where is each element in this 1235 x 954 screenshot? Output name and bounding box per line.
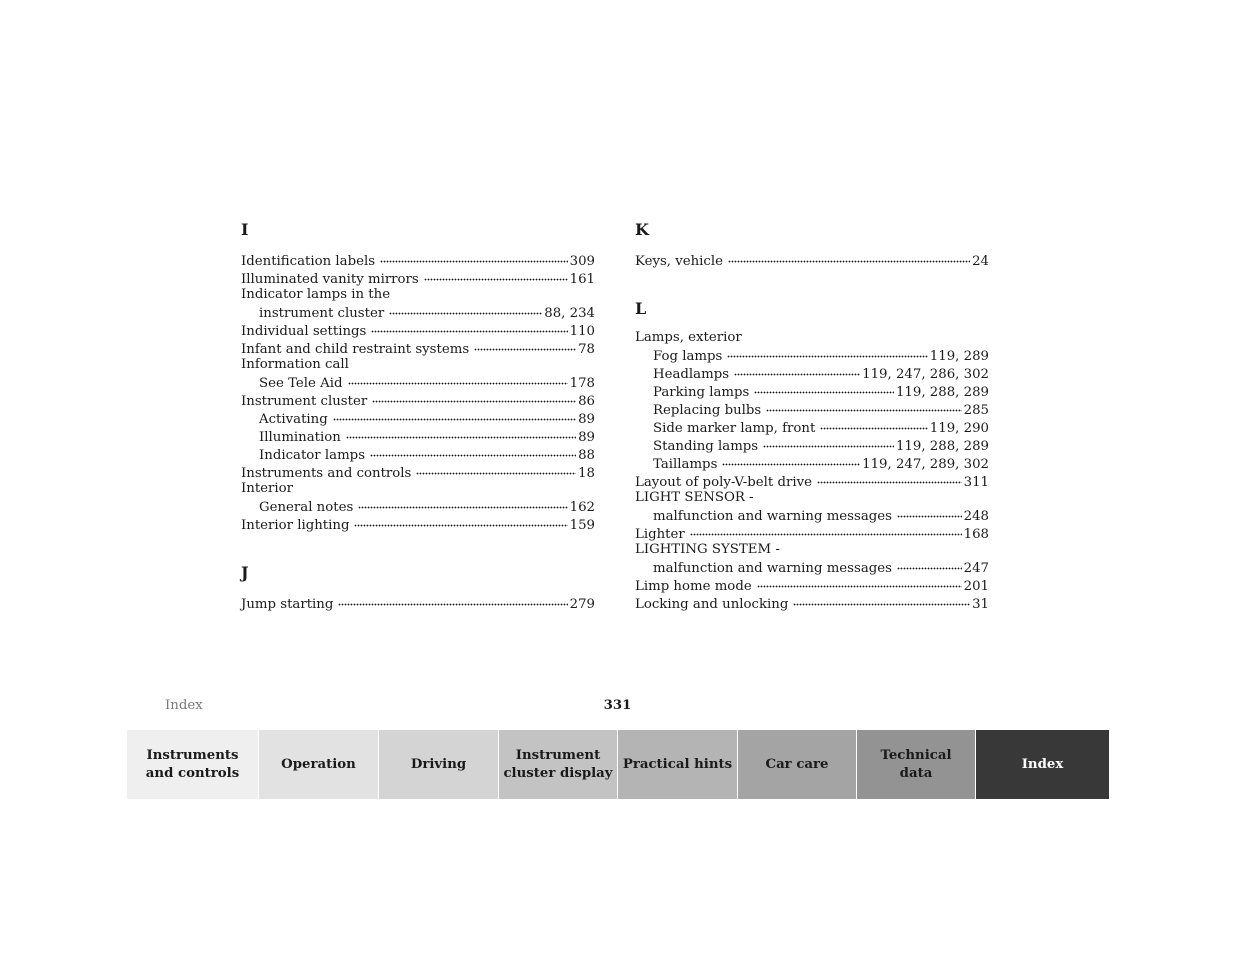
entry-text: See Tele Aid [259,376,343,391]
page-number: 331 [603,698,632,713]
index-subentry[interactable] [635,454,989,472]
index-entry [635,576,989,594]
index-entry-heading: Interior [241,481,293,496]
index-entry [241,321,595,339]
page-reference[interactable]: 88, 234 [544,306,595,321]
index-entry-line[interactable] [241,321,595,339]
dot-leader [897,506,962,520]
index-letter-heading: L [635,299,647,318]
index-entry [241,391,595,463]
index-entry [635,542,989,576]
tab-label: data [899,765,933,781]
tab-label: and controls [145,765,240,781]
index-entry-line[interactable] [635,472,989,490]
entry-text: instrument cluster [259,306,385,321]
index-entry-line[interactable] [241,251,595,269]
tab-instrument-cluster-display[interactable] [499,730,618,799]
index-entry [635,524,989,542]
index-entry-line[interactable] [241,391,595,409]
index-subentry[interactable] [241,497,595,515]
index-entry [241,481,595,515]
entry-text: Fog lamps [653,349,723,364]
entry-text: Side marker lamp, front [653,421,816,436]
index-entry [241,251,595,269]
entry-text: Infant and child restraint systems [241,342,470,357]
tab-label: Instrument [515,747,601,763]
page-reference[interactable]: 161 [569,272,595,287]
page-reference[interactable]: 18 [578,466,595,481]
entry-text: Limp home mode [635,579,752,594]
index-entry-line[interactable] [635,594,989,612]
page-reference[interactable]: 119, 288, 289 [895,439,989,454]
index-entry [635,251,989,269]
index-entry-line[interactable] [241,515,595,533]
page-reference[interactable]: 31 [972,597,989,612]
entry-text: Replacing bulbs [653,403,762,418]
page-reference[interactable]: 110 [569,324,595,339]
entry-text: Indicator lamps [259,448,366,463]
index-entry [635,594,989,612]
dot-leader [338,594,567,608]
index-subentry[interactable] [241,409,595,427]
entry-text: Locking and unlocking [635,597,789,612]
entry-text: Instrument cluster [241,394,368,409]
index-entry-heading: LIGHT SENSOR - [635,490,754,505]
dot-leader [416,463,576,477]
tab-index[interactable] [976,730,1109,799]
tab-label: Driving [410,756,467,772]
index-entry [241,515,595,533]
index-entry-line[interactable] [241,269,595,287]
page-reference[interactable]: 248 [963,509,989,524]
index-entry [241,287,595,321]
index-subentry[interactable] [635,382,989,400]
index-subentry[interactable] [635,436,989,454]
dot-leader [763,436,894,450]
entry-text: Individual settings [241,324,367,339]
entry-text: Headlamps [653,367,730,382]
index-entry [241,594,595,612]
index-entry-heading: Indicator lamps in the [241,287,391,302]
tab-driving[interactable] [379,730,499,799]
index-subentry[interactable] [635,364,989,382]
index-entry-heading: Information call [241,357,349,372]
page-reference[interactable]: 78 [578,342,595,357]
index-subentry[interactable] [241,303,595,321]
entry-text: malfunction and warning messages [653,509,892,524]
index-letter-heading: I [241,220,249,239]
entry-text: malfunction and warning messages [653,561,892,576]
index-letter-heading: K [635,220,649,239]
entry-text: Taillamps [653,457,718,472]
page-reference[interactable]: 309 [569,254,595,269]
index-subentry[interactable] [241,373,595,391]
dot-leader [754,382,894,396]
index-entry-line[interactable] [635,524,989,542]
index-subentry[interactable] [635,400,989,418]
tab-label: Operation [281,756,356,772]
page-reference[interactable]: 24 [972,254,989,269]
page-reference[interactable]: 119, 288, 289 [895,385,989,400]
tab-technical-data[interactable] [857,730,976,799]
page-reference[interactable]: 119, 247, 286, 302 [862,367,989,382]
index-entry-heading: LIGHTING SYSTEM - [635,542,780,557]
page-reference[interactable]: 311 [963,475,989,490]
page-reference[interactable]: 119, 247, 289, 302 [862,457,989,472]
dot-leader [728,251,970,265]
tab-label: cluster display [503,765,613,781]
page-reference[interactable]: 162 [569,500,595,515]
entry-text: Illuminated vanity mirrors [241,272,419,287]
chapter-tab-bar [127,730,1109,799]
entry-text: Activating [259,412,328,427]
tab-car-care[interactable] [738,730,857,799]
page-reference[interactable]: 285 [963,403,989,418]
index-subentry[interactable] [241,445,595,463]
page-reference[interactable]: 88 [578,448,595,463]
dot-leader [348,373,568,387]
index-subentry[interactable] [635,506,989,524]
tab-practical-hints[interactable] [618,730,738,799]
dot-leader [820,418,927,432]
index-entry-line[interactable] [635,576,989,594]
dot-leader [424,269,568,283]
dot-leader [389,303,542,317]
entry-text: Keys, vehicle [635,254,724,269]
tab-label: Index [1021,756,1064,772]
page-reference[interactable]: 178 [569,376,595,391]
entry-text: Lighter [635,527,685,542]
dot-leader [372,391,576,405]
entry-text: Illumination [259,430,341,445]
dot-leader [333,409,576,423]
index-entry-heading: Lamps, exterior [635,330,742,345]
entry-text: Identification labels [241,254,376,269]
dot-leader [380,251,568,265]
dot-leader [722,454,860,468]
section-title: Index [165,698,203,713]
dot-leader [358,497,567,511]
dot-leader [727,346,927,360]
index-entry-line[interactable] [635,251,989,269]
index-entry [241,269,595,287]
entry-text: General notes [259,500,354,515]
page-reference[interactable]: 89 [578,430,595,445]
index-entry [241,463,595,481]
dot-leader [793,594,970,608]
index-letter-heading: J [241,563,249,582]
index-column-right [635,220,989,612]
page-reference[interactable]: 119, 290 [929,421,989,436]
tab-label: Car care [765,756,829,772]
dot-leader [370,445,576,459]
index-entry [635,472,989,490]
dot-leader [766,400,961,414]
index-subentry[interactable] [635,558,989,576]
index-entry-line[interactable] [241,594,595,612]
dot-leader [371,321,567,335]
page-reference[interactable]: 201 [963,579,989,594]
tab-label: Instruments [146,747,239,763]
tab-label: Technical [880,747,952,763]
index-column-left [241,220,595,612]
entry-text: Jump starting [241,597,334,612]
entry-text: Layout of poly-V-belt drive [635,475,812,490]
index-entry [241,357,595,391]
index-entry [635,330,989,472]
entry-text: Instruments and controls [241,466,412,481]
tab-label: Practical hints [622,756,733,772]
dot-leader [734,364,860,378]
tab-operation[interactable] [259,730,379,799]
index-entry-line[interactable] [241,339,595,357]
entry-text: Parking lamps [653,385,750,400]
dot-leader [346,427,576,441]
index-subentry[interactable] [635,418,989,436]
page-reference[interactable]: 89 [578,412,595,427]
page-reference[interactable]: 247 [963,561,989,576]
page-reference[interactable]: 168 [963,527,989,542]
page-reference[interactable]: 279 [569,597,595,612]
entry-text: Standing lamps [653,439,759,454]
dot-leader [354,515,567,529]
dot-leader [757,576,962,590]
tab-instruments-and-controls[interactable] [127,730,259,799]
page-reference[interactable]: 119, 289 [929,349,989,364]
dot-leader [474,339,576,353]
index-entry-line[interactable] [241,463,595,481]
index-subentry[interactable] [635,346,989,364]
entry-text: Interior lighting [241,518,350,533]
page-reference[interactable]: 86 [578,394,595,409]
index-entry [241,339,595,357]
dot-leader [817,472,962,486]
index-entry [635,490,989,524]
dot-leader [897,558,962,572]
page-reference[interactable]: 159 [569,518,595,533]
dot-leader [690,524,962,538]
index-subentry[interactable] [241,427,595,445]
